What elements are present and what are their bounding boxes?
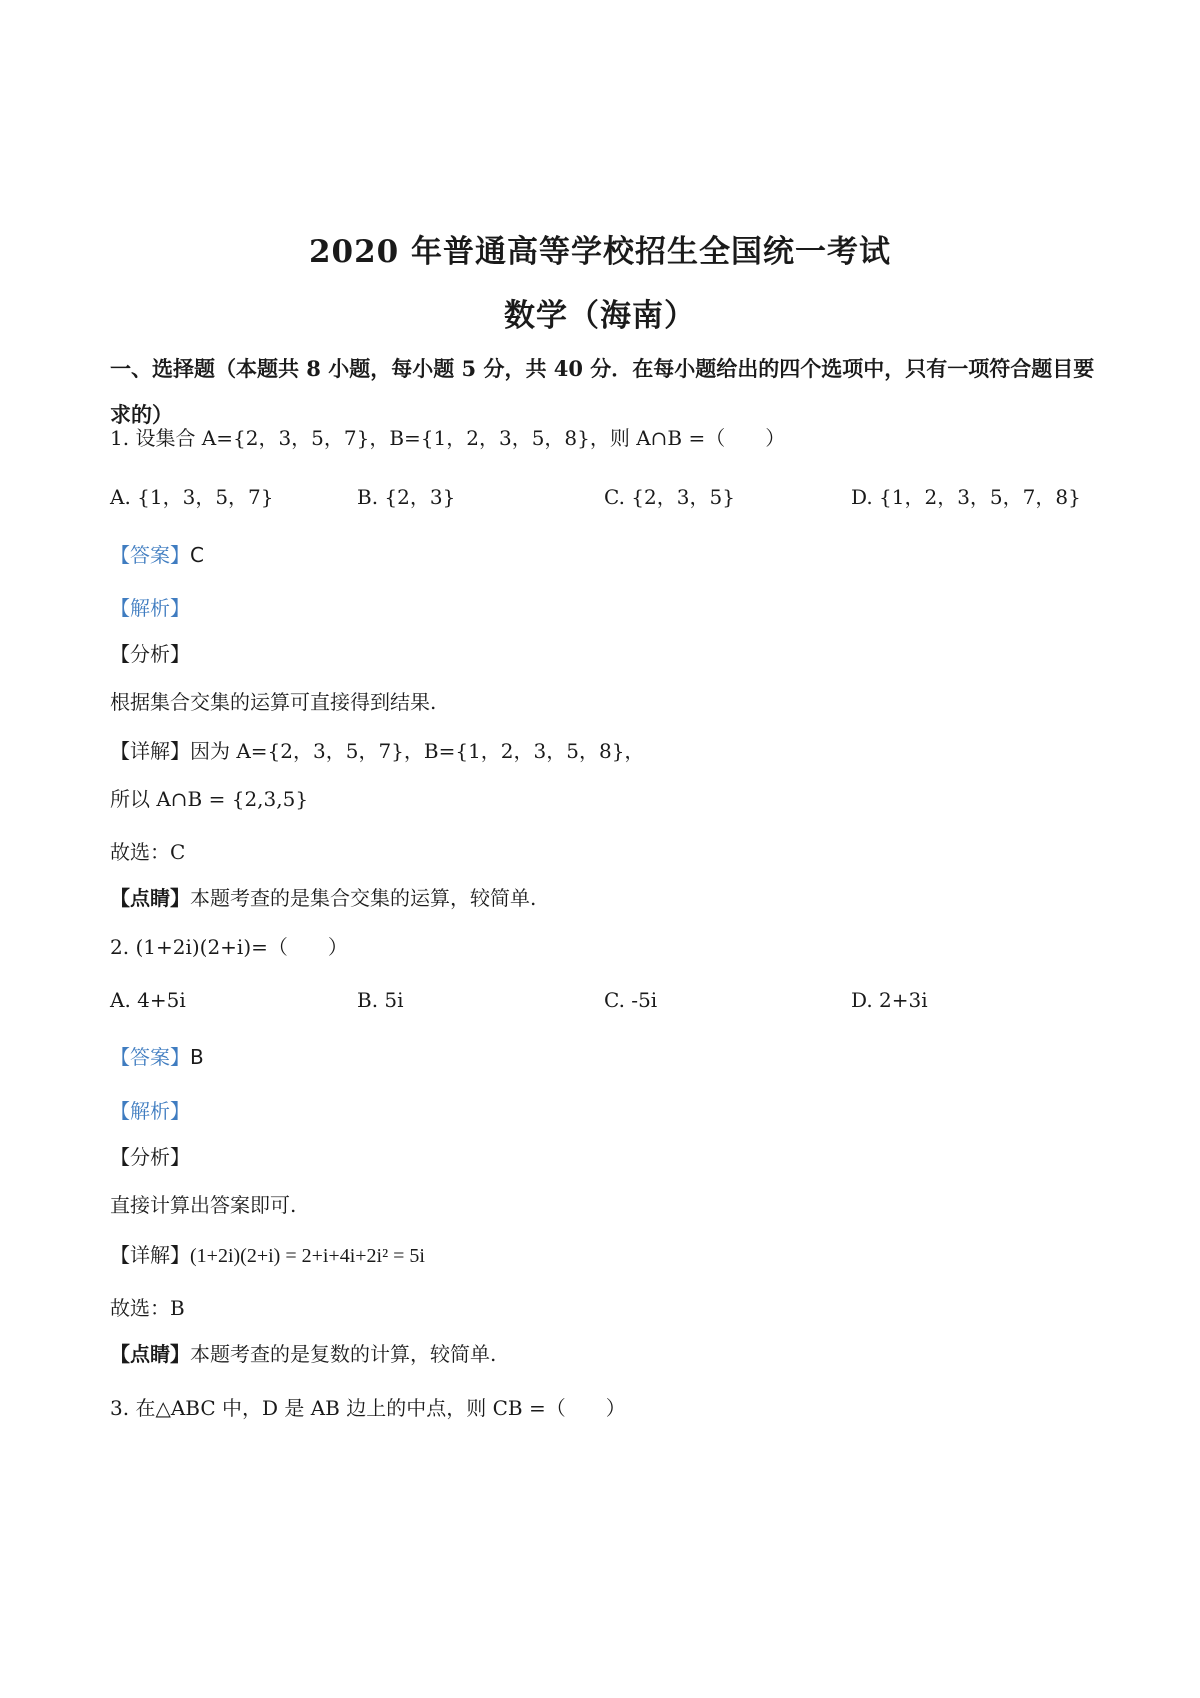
xiangjie-tag: 【详解】 [110,1243,190,1267]
q1-choice: 故选：C [110,840,186,864]
q1-option-d: D. {1，2，3，5，7，8} [851,485,1081,509]
q1-fenxi-tag: 【分析】 [110,642,190,666]
q1-xiangjie [110,735,644,764]
q1-result: 所以 A∩B = {2,3,5} [110,787,309,811]
answer-value: C [190,543,204,567]
exam-subtitle: 数学（海南） [504,298,696,334]
q1-fenxi-text: 根据集合交集的运算可直接得到结果. [110,690,437,714]
q2-xiangjie [110,1239,425,1268]
question-1-stem: 1. 设集合 A={2，3，5，7}，B={1，2，3，5，8}，则 A∩B =（ ） [110,426,786,450]
section-heading: 一、选择题（本题共 8 小题，每小题 5 分，共 40 分．在每小题给出的四个选项中，只有一项符合题目要求的） [110,356,1095,427]
q1-jiexi-tag: 【解析】 [110,596,190,620]
answer-tag: 【答案】 [110,543,190,567]
q1-dianjing [110,882,536,911]
q2-option-c: C. -5i [604,988,658,1012]
q1-option-a: A. {1，3，5，7} [110,485,274,509]
xiangjie-text: (1+2i)(2+i) = 2+i+4i+2i² = 5i [190,1245,425,1267]
xiangjie-text: 因为 A={2，3，5，7}，B={1，2，3，5，8}， [190,739,645,763]
q1-option-b: B. {2，3} [357,485,456,509]
q2-fenxi-text: 直接计算出答案即可. [110,1193,297,1217]
q2-answer [110,1041,204,1070]
question-3-stem: 3. 在△ABC 中，D 是 AB 边上的中点，则 CB =（ ） [110,1396,626,1420]
dianjing-text: 本题考查的是复数的计算，较简单. [190,1342,497,1366]
question-2-stem: 2. (1+2i)(2+i)=（ ） [110,935,348,959]
q2-jiexi-tag: 【解析】 [110,1099,190,1123]
exam-title: 2020 年普通高等学校招生全国统一考试 [308,234,892,270]
q2-fenxi-tag: 【分析】 [110,1145,190,1169]
xiangjie-tag: 【详解】 [110,739,190,763]
dianjing-tag: 【点睛】 [110,1342,190,1366]
dianjing-tag: 【点睛】 [110,886,190,910]
q2-choice: 故选：B [110,1296,185,1320]
q1-option-c: C. {2，3，5} [604,485,735,509]
q2-option-a: A. 4+5i [110,988,186,1012]
dianjing-text: 本题考查的是集合交集的运算，较简单. [190,886,537,910]
q2-dianjing [110,1338,496,1367]
answer-tag: 【答案】 [110,1045,190,1069]
q2-option-b: B. 5i [357,988,404,1012]
q2-option-d: D. 2+3i [851,988,928,1012]
answer-value: B [190,1045,204,1069]
q1-answer [110,539,204,568]
